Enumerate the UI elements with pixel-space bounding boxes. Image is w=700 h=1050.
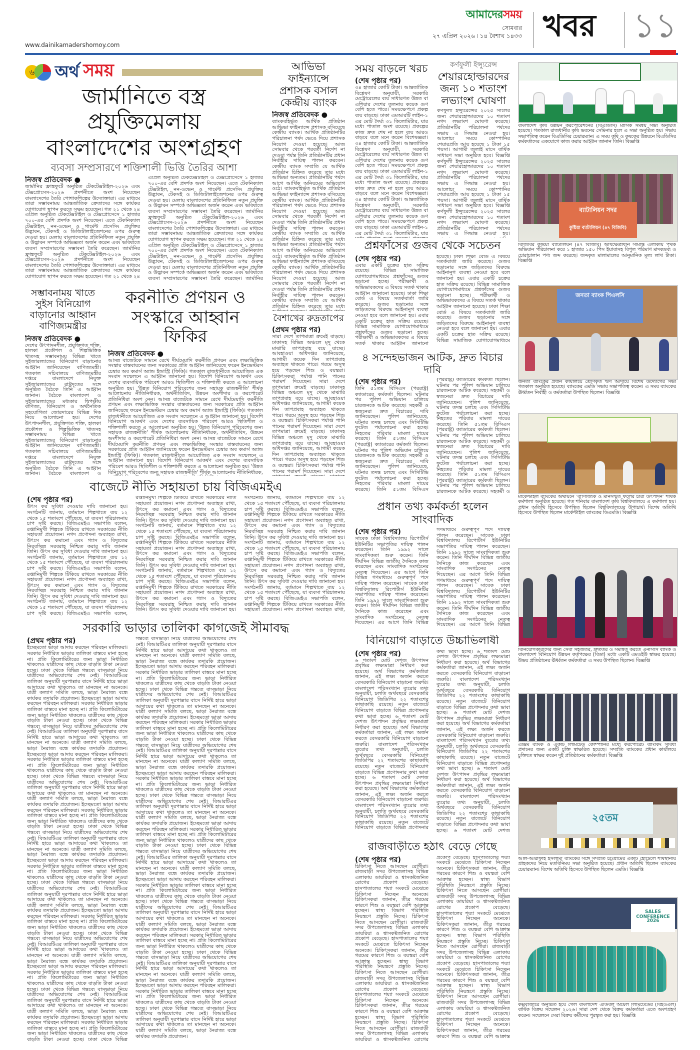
photo-person (663, 578, 673, 638)
photo-caption: এক্সিম ব্যাংক ও একটি লিমিটেড কোম্পানির মধ্যে করপোরেট ব্যাংকিং সুবিধা প্রদানের জন্য একটি চুক্তি স্বাক্ষরিত হয়েছে। সম্প্রতি ব্যাংকের প্রধান কার্যালয়ে চুক্তিতে স্বাক্ষর করেন দুই প্রতিষ্ঠানের কর্মকর্তারা। বিজ্ঞপ্তি (518, 743, 676, 759)
photo-caption: মার্কেন্টাইল ব্যাংকের অর্থায়নে 'বাণিজ্যিক ও মানসম্মত ফলের চারা উৎপাদন' শীর্ষক কর্মশালা অনুষ্ঠিত হয়েছে। গত শনিবার বাংলাদেশ কৃষি বিশ্ববিদ্যালয়ে এ কর্মশালা হয়। প্রধান অতিথি হিসেবে উপস্থিত ছিলেন বিশ্ববিদ্যালয়ের উপাচার্য। বিশেষ অতিথি হিসেবে উপস্থিত ছিলেন মার্কেন্টাইল ব্যাংকের ডিএমডি। বিজ্ঞপ্তি (518, 495, 676, 517)
bgmea-headline: বাজেটে নীতি সহায়তা চায় বিজিএমইএ (89, 480, 283, 494)
arrest-headline: ৪ সন্দেহভাজন আটক, দ্রুত বিচার দাবি (362, 352, 503, 377)
rajbari-article (355, 841, 510, 1045)
section-label-bar (122, 69, 263, 76)
cost-article (355, 63, 428, 238)
al-arafah-banner: ২৫তম (557, 802, 653, 834)
photo-person (623, 90, 635, 114)
photo-person (525, 341, 535, 371)
photo-caption: কক্সবাজারে অনুষ্ঠিত হয়ে গেল বাংলাদেশ এডিবল অয়েল লিমিটেডের (বিইওএল) বার্ষিক বিক্রয় সম্মেলন ২০২৬। সারা দেশ থেকে বিক্রয় কর্মকর্তারা এতে অংশগ্রহণ করেন। সম্মেলনে সেরা বিক্রয় কর্মীদের পুরস্কৃত করা হয়। বিজ্ঞপ্তি (518, 1003, 676, 1019)
issue-date: ২৭ এপ্রিল ২০২৬ ৷ ১৪ বৈশাখ ১৪৩৩ (432, 33, 522, 40)
info-officer-headline: প্রধান তথ্য কর্মকর্তা হলেন সাংবাদিক (376, 501, 489, 526)
workshop-banner (547, 417, 651, 443)
photo-team-group (527, 946, 667, 992)
section-pie-icon (25, 63, 51, 81)
aviva-article-body: নিজস্ব প্রতিবেদক ● ব্যাংকবহির্ভূত আর্থিক প্রতিষ্ঠান আভিভা ফাইন্যান্সে প্রশাসক বসিয়েছে কেন্দ্রীয় ব্যাংক। আর্থিক প্রতিষ্ঠানটির পরিচালনা পর্ষদ ভেঙে দিয়ে প্রশাসক নিয়োগ দেওয়া হয়েছে। আজ সোমবার থেকে পরবর্তী নির্দেশ না দেওয়া পর্যন্ত তিনি প্রতিষ্ঠানটির প্রধান নির্বাহীর দায়িত্ব পালন করবেন। কেন্দ্রীয় ব্যাংক সম্প্রতি যে আর্থিক প্রতিষ্ঠান চিহ্নিত করেছে তার মধ্যে আভিভা অন্যতম। প্রতিষ্ঠানটির পর্ষদে আগে আর্থিক অনিয়মের অভিযোগ ওঠে। ব্যাংকবহির্ভূত আর্থিক প্রতিষ্ঠান আভিভা ফাইন্যান্সে প্রশাসক বসিয়েছে কেন্দ্রীয় ব্যাংক। আর্থিক প্রতিষ্ঠানটির পরিচালনা পর্ষদ ভেঙে দিয়ে প্রশাসক নিয়োগ দেওয়া হয়েছে। আজ সোমবার থেকে পরবর্তী নির্দেশ না দেওয়া পর্যন্ত তিনি প্রতিষ্ঠানটির প্রধান নির্বাহীর দায়িত্ব পালন করবেন। কেন্দ্রীয় ব্যাংক সম্প্রতি যে আর্থিক প্রতিষ্ঠান চিহ্নিত করেছে তার মধ্যে আভিভা অন্যতম। প্রতিষ্ঠানটির পর্ষদে আগে আর্থিক অনিয়মের অভিযোগ ওঠে। ব্যাংকবহির্ভূত আর্থিক প্রতিষ্ঠান আভিভা ফাইন্যান্সে প্রশাসক বসিয়েছে কেন্দ্রীয় ব্যাংক। আর্থিক প্রতিষ্ঠানটির পরিচালনা পর্ষদ ভেঙে দিয়ে প্রশাসক নিয়োগ দেওয়া হয়েছে। আজ সোমবার থেকে পরবর্তী নির্দেশ না দেওয়া পর্যন্ত তিনি প্রতিষ্ঠানটির প্রধান নির্বাহীর দায়িত্ব পালন করবেন। কেন্দ্রীয় ব্যাংক সম্প্রতি যে আর্থিক প্রতিষ্ঠান চিহ্নিত করেছে তার মধ্যে (272, 111, 345, 310)
byline: (শেষ পৃষ্ঠার পর) (355, 649, 401, 658)
aviva-article (272, 61, 345, 311)
rajbari-headline: রাজবাড়ীতে হঠাৎ বেড়ে গেছে (368, 841, 497, 853)
byline: (প্রথম পৃষ্ঠার পর) (272, 326, 321, 335)
karnaphuli-headline: শেয়ারহোল্ডারদের জন্য ১০ শতাংশ লভ্যাংশ ঘোষণা (437, 71, 510, 108)
byline: (শেষ পৃষ্ঠার পর) (355, 378, 401, 387)
rent-article-body: (প্রথম পৃষ্ঠার পর) ইচ্ছেমতো ভাড়া আদায় করছেন পরিবহন মালিকরা। সরকার নির্ধারিত ভাড়ার তালিকা বাস্তবে মানা হচ্ছে না। প্রতি কিলোমিটারের জন্য ভাড়া নির্ধারিত থাকলেও যাত্রীদের কাছ থেকে বাড়তি টাকা নেওয়া হচ্ছে। ঢাকা থেকে বিভিন্ন গন্তব্যে বাসভাড়া নিয়ে যাত্রীদের অভিযোগের শেষ নেই। বিআরটিএর তালিকা অনুযায়ী দূরপাল্লার বাসে নির্দিষ্ট হারে ভাড়া আদায়ের কথা থাকলেও তা মানছেন না অনেকে। যাত্রী কল্যাণ সমিতি বলছে, ভাড়া নৈরাজ্য বন্ধে কার্যকর তদারকি প্রয়োজন। ইচ্ছেমতো ভাড়া আদায় করছেন পরিবহন মালিকরা। সরকার নির্ধারিত ভাড়ার তালিকা বাস্তবে মানা হচ্ছে না। প্রতি কিলোমিটারের জন্য ভাড়া নির্ধারিত থাকলেও যাত্রীদের কাছ থেকে বাড়তি টাকা নেওয়া হচ্ছে। ঢাকা থেকে বিভিন্ন গন্তব্যে বাসভাড়া নিয়ে যাত্রীদের অভিযোগের শেষ নেই। বিআরটিএর তালিকা অনুযায়ী দূরপাল্লার বাসে নির্দিষ্ট হারে ভাড়া আদায়ের কথা থাকলেও তা মানছেন না অনেকে। যাত্রী কল্যাণ সমিতি বলছে, ভাড়া নৈরাজ্য বন্ধে কার্যকর তদারকি প্রয়োজন। ইচ্ছেমতো ভাড়া আদায় করছেন পরিবহন মালিকরা। সরকার নির্ধারিত ভাড়ার তালিকা বাস্তবে মানা হচ্ছে না। প্রতি কিলোমিটারের জন্য ভাড়া নির্ধারিত থাকলেও যাত্রীদের কাছ থেকে বাড়তি টাকা নেওয়া হচ্ছে। ঢাকা থেকে বিভিন্ন গন্তব্যে বাসভাড়া নিয়ে যাত্রীদের অভিযোগের শেষ নেই। বিআরটিএর তালিকা অনুযায়ী দূরপাল্লার বাসে নির্দিষ্ট হারে ভাড়া আদায়ের কথা থাকলেও তা মানছেন না অনেকে। যাত্রী কল্যাণ সমিতি বলছে, ভাড়া নৈরাজ্য বন্ধে কার্যকর তদারকি প্রয়োজন। ইচ্ছেমতো ভাড়া আদায় করছেন পরিবহন মালিকরা। সরকার নির্ধারিত ভাড়ার তালিকা বাস্তবে মানা হচ্ছে না। প্রতি কিলোমিটারের জন্য ভাড়া নির্ধারিত থাকলেও যাত্রীদের কাছ থেকে বাড়তি টাকা নেওয়া হচ্ছে। ঢাকা থেকে বিভিন্ন গন্তব্যে বাসভাড়া নিয়ে যাত্রীদের অভিযোগের শেষ নেই। বিআরটিএর তালিকা অনুযায়ী দূরপাল্লার বাসে নির্দিষ্ট হারে ভাড়া আদায়ের কথা থাকলেও তা মানছেন না অনেকে। যাত্রী কল্যাণ সমিতি বলছে, ভাড়া নৈরাজ্য বন্ধে কার্যকর তদারকি প্রয়োজন। ইচ্ছেমতো ভাড়া আদায় করছেন পরিবহন মালিকরা। সরকার নির্ধারিত ভাড়ার তালিকা বাস্তবে মানা হচ্ছে না। প্রতি কিলোমিটারের জন্য ভাড়া নির্ধারিত থাকলেও যাত্রীদের কাছ থেকে বাড়তি টাকা নেওয়া হচ্ছে। ঢাকা থেকে বিভিন্ন গন্তব্যে বাসভাড়া নিয়ে যাত্রীদের অভিযোগের শেষ নেই। বিআরটিএর তালিকা অনুযায়ী দূরপাল্লার বাসে নির্দিষ্ট হারে ভাড়া আদায়ের কথা থাকলেও তা মানছেন না অনেকে। যাত্রী কল্যাণ সমিতি বলছে, ভাড়া নৈরাজ্য বন্ধে কার্যকর তদারকি প্রয়োজন। ইচ্ছেমতো ভাড়া আদায় করছেন পরিবহন মালিকরা। সরকার নির্ধারিত ভাড়ার তালিকা বাস্তবে মানা হচ্ছে না। প্রতি কিলোমিটারের জন্য ভাড়া নির্ধারিত থাকলেও যাত্রীদের কাছ থেকে বাড়তি টাকা নেওয়া হচ্ছে। ঢাকা থেকে বিভিন্ন গন্তব্যে বাসভাড়া নিয়ে যাত্রীদের অভিযোগের শেষ নেই। বিআরটিএর তালিকা অনুযায়ী দূরপাল্লার বাসে নির্দিষ্ট হারে ভাড়া আদায়ের কথা থাকলেও তা মানছেন না অনেকে। যাত্রী কল্যাণ সমিতি বলছে, ভাড়া নৈরাজ্য বন্ধে কার্যকর তদারকি প্রয়োজন। ইচ্ছেমতো ভাড়া আদায় করছেন পরিবহন মালিকরা। সরকার নির্ধারিত ভাড়ার তালিকা বাস্তবে মানা হচ্ছে না। প্রতি কিলোমিটারের জন্য ভাড়া নির্ধারিত থাকলেও যাত্রীদের কাছ থেকে বাড়তি টাকা নেওয়া হচ্ছে। ঢাকা থেকে বিভিন্ন গন্তব্যে বাসভাড়া নিয়ে যাত্রীদের অভিযোগের শেষ নেই। বিআরটিএর তালিকা অনুযায়ী দূরপাল্লার বাসে নির্দিষ্ট হারে ভাড়া আদায়ের কথা থাকলেও তা মানছেন না অনেকে। যাত্রী কল্যাণ সমিতি বলছে, ভাড়া নৈরাজ্য বন্ধে কার্যকর তদারকি প্রয়োজন। ইচ্ছেমতো ভাড়া আদায় করছেন পরিবহন মালিকরা। সরকার নির্ধারিত ভাড়ার তালিকা বাস্তবে মানা হচ্ছে না। প্রতি কিলোমিটারের জন্য ভাড়া নির্ধারিত থাকলেও যাত্রীদের কাছ থেকে বাড়তি টাকা নেওয়া হচ্ছে। ঢাকা থেকে বিভিন্ন গন্তব্যে বাসভাড়া নিয়ে যাত্রীদের অভিযোগের শেষ নেই। বিআরটিএর তালিকা অনুযায়ী দূরপাল্লার বাসে নির্দিষ্ট হারে ভাড়া আদায়ের কথা থাকলেও তা মানছেন না অনেকে। যাত্রী কল্যাণ সমিতি বলছে, ভাড়া নৈরাজ্য বন্ধে কার্যকর তদারকি প্রয়োজন। ইচ্ছেমতো ভাড়া আদায় করছেন পরিবহন মালিকরা। সরকার নির্ধারিত ভাড়ার তালিকা বাস্তবে মানা হচ্ছে না। প্রতি কিলোমিটারের জন্য ভাড়া নির্ধারিত থাকলেও যাত্রীদের কাছ থেকে বাড়তি টাকা নেওয়া হচ্ছে। ঢাকা থেকে বিভিন্ন গন্তব্যে বাসভাড়া নিয়ে যাত্রীদের অভিযোগের শেষ নেই। বিআরটিএর তালিকা অনুযায়ী দূরপাল্লার বাসে নির্দিষ্ট হারে ভাড়া আদায়ের কথা থাকলেও তা মানছেন না অনেকে। যাত্রী কল্যাণ সমিতি বলছে, ভাড়া নৈরাজ্য বন্ধে কার্যকর তদারকি প্রয়োজন। ইচ্ছেমতো ভাড়া আদায় করছেন পরিবহন মালিকরা। সরকার নির্ধারিত ভাড়ার তালিকা বাস্তবে মানা হচ্ছে না। প্রতি কিলোমিটারের জন্য ভাড়া নির্ধারিত থাকলেও যাত্রীদের কাছ থেকে বাড়তি টাকা নেওয়া হচ্ছে। ঢাকা থেকে বিভিন্ন গন্তব্যে বাসভাড়া নিয়ে যাত্রীদের অভিযোগের শেষ নেই। বিআরটিএর তালিকা অনুযায়ী দূরপাল্লার বাসে নির্দিষ্ট হারে ভাড়া আদায়ের কথা থাকলেও তা মানছেন না অনেকে। যাত্রী কল্যাণ সমিতি বলছে, ভাড়া নৈরাজ্য বন্ধে কার্যকর তদারকি প্রয়োজন। ইচ্ছেমতো ভাড়া আদায় করছেন পরিবহন মালিকরা। সরকার নির্ধারিত ভাড়ার তালিকা বাস্তবে মানা হচ্ছে না। প্রতি কিলোমিটারের জন্য ভাড়া নির্ধারিত থাকলেও যাত্রীদের কাছ থেকে বাড়তি টাকা নেওয়া হচ্ছে। ঢাকা থেকে বিভিন্ন গন্তব্যে বাসভাড়া নিয়ে যাত্রীদের অভিযোগের শেষ নেই। বিআরটিএর তালিকা অনুযায়ী দূরপাল্লার বাসে নির্দিষ্ট হারে ভাড়া আদায়ের কথা থাকলেও তা মানছেন না অনেকে। যাত্রী কল্যাণ সমিতি বলছে, ভাড়া নৈরাজ্য বন্ধে কার্যকর তদারকি প্রয়োজন। ইচ্ছেমতো ভাড়া আদায় করছেন পরিবহন মালিকরা। সরকার নির্ধারিত ভাড়ার তালিকা বাস্তবে মানা হচ্ছে না। প্রতি কিলোমিটারের জন্য ভাড়া নির্ধারিত থাকলেও যাত্রীদের কাছ থেকে বাড়তি টাকা নেওয়া হচ্ছে। ঢাকা থেকে বিভিন্ন গন্তব্যে বাসভাড়া নিয়ে যাত্রীদের অভিযোগের শেষ নেই। বিআরটিএর তালিকা অনুযায়ী দূরপাল্লার বাসে নির্দিষ্ট হারে ভাড়া আদায়ের কথা থাকলেও তা মানছেন না অনেকে। যাত্রী কল্যাণ সমিতি বলছে, ভাড়া নৈরাজ্য বন্ধে কার্যকর তদারকি প্রয়োজন। ইচ্ছেমতো ভাড়া আদায় করছেন পরিবহন মালিকরা। সরকার নির্ধারিত ভাড়ার তালিকা বাস্তবে মানা হচ্ছে না। প্রতি কিলোমিটারের জন্য ভাড়া নির্ধারিত থাকলেও যাত্রীদের কাছ থেকে বাড়তি টাকা নেওয়া হচ্ছে। ঢাকা থেকে বিভিন্ন গন্তব্যে বাসভাড়া নিয়ে যাত্রীদের অভিযোগের শেষ নেই। বিআরটিএর তালিকা অনুযায়ী দূরপাল্লার বাসে নির্দিষ্ট হারে ভাড়া আদায়ের কথা থাকলেও তা মানছেন না অনেকে। যাত্রী কল্যাণ সমিতি বলছে, ভাড়া নৈরাজ্য বন্ধে কার্যকর তদারকি প্রয়োজন। ইচ্ছেমতো ভাড়া আদায় করছেন পরিবহন মালিকরা। সরকার নির্ধারিত ভাড়ার তালিকা বাস্তবে মানা হচ্ছে না। প্রতি কিলোমিটারের জন্য ভাড়া নির্ধারিত থাকলেও যাত্রীদের কাছ থেকে বাড়তি টাকা নেওয়া হচ্ছে। ঢাকা থেকে বিভিন্ন গন্তব্যে বাসভাড়া নিয়ে যাত্রীদের অভিযোগের শেষ নেই। বিআরটিএর তালিকা অনুযায়ী দূরপাল্লার বাসে নির্দিষ্ট হারে ভাড়া আদায়ের কথা থাকলেও তা মানছেন না অনেকে। যাত্রী কল্যাণ সমিতি বলছে, ভাড়া নৈরাজ্য বন্ধে কার্যকর তদারকি প্রয়োজন। ইচ্ছেমতো ভাড়া আদায় করছেন পরিবহন মালিকরা। সরকার নির্ধারিত ভাড়ার তালিকা বাস্তবে মানা হচ্ছে না। প্রতি কিলোমিটারের জন্য ভাড়া নির্ধারিত থাকলেও যাত্রীদের কাছ থেকে বাড়তি টাকা নেওয়া হচ্ছে। ঢাকা থেকে বিভিন্ন গন্তব্যে বাসভাড়া নিয়ে যাত্রীদের অভিযোগের শেষ নেই। বিআরটিএর তালিকা অনুযায়ী দূরপাল্লার বাসে নির্দিষ্ট হারে ভাড়া আদায়ের কথা থাকলেও তা মানছেন না অনেকে। যাত্রী কল্যাণ সমিতি বলছে, ভাড়া নৈরাজ্য বন্ধে কার্যকর তদারকি প্রয়োজন। (27, 637, 237, 1043)
photo-person (653, 93, 663, 114)
leak-headline: প্রশ্নফাঁসের গুজব থেকে সচেতন (364, 240, 501, 252)
section-label-artha: অর্থ (55, 61, 80, 81)
byline: নিজস্ব প্রতিবেদক ● (25, 176, 81, 185)
photo-guests-row (541, 838, 675, 848)
photo-person (617, 570, 627, 638)
header-vertical-divider (533, 12, 534, 48)
header-vertical-divider (624, 12, 625, 48)
heat-article (272, 314, 345, 476)
photo-exim-group (518, 693, 678, 742)
photo-person (595, 461, 605, 485)
photo-person (643, 576, 653, 638)
swiss-article-body: নিজস্ব প্রতিবেদক ● দেশের উৎপাদনশীল, প্রযুক্তিগত শক্তি, হালকা প্রকৌশল ও শিল্পভিত্তিক খাতসহ সম্ভাবনাময় বিভিন্ন খাতে সুইজারল্যান্ডের বিনিয়োগ বাড়ানোর আহ্বান জানিয়েছেন বাণিজ্যমন্ত্রী। গতকাল সচিবালয়ে বাণিজ্যমন্ত্রীর দপ্তরে বাংলাদেশে নিযুক্ত সুইজারল্যান্ডের রাষ্ট্রদূতের সঙ্গে অনুষ্ঠিত বৈঠকে তিনি এ আহ্বান জানান। বৈঠকে বাংলাদেশ ও সুইজারল্যান্ডের মধ্যকার দ্বিপক্ষীয় বাণিজ্য, বিনিয়োগ ও অর্থনৈতিক সহযোগিতা জোরদারের বিভিন্ন দিক নিয়ে আলোচনা হয়। দেশের উৎপাদনশীল, প্রযুক্তিগত শক্তি, হালকা প্রকৌশল ও শিল্পভিত্তিক খাতসহ সম্ভাবনাময় বিভিন্ন খাতে সুইজারল্যান্ডের বিনিয়োগ বাড়ানোর আহ্বান জানিয়েছেন বাণিজ্যমন্ত্রী। গতকাল সচিবালয়ে বাণিজ্যমন্ত্রীর দপ্তরে বাংলাদেশে নিযুক্ত সুইজারল্যান্ডের রাষ্ট্রদূতের সঙ্গে অনুষ্ঠিত বৈঠকে তিনি এ আহ্বান জানান। বৈঠকে বাংলাদেশ ও (25, 334, 101, 476)
tax-article-body: নিজস্ব প্রতিবেদক ● আসন্ন বাজেটকে সামনে রেখে দীর্ঘমেয়াদি করনীতি প্রণয়ন এবং লক্ষ্যভিত্তিক সংস্কার বাস্তবায়নের জন্য সরকারের প্রতি আহ্বান জানিয়েছে ফরেন ইনভেস্টরস চেম্বার অব কমার্স অ্যান্ড ইন্ডাস্ট্রি (ফিকি)। গতকাল রাজধানীতে আয়োজিত এক সংবাদ সম্মেলনে এ আহ্বান জানানো হয়। বিদেশি বিনিয়োগ আকর্ষণ এবং দেশের ব্যবসায়িক পরিবেশ আরও স্থিতিশীল ও শক্তিশালী করতে এ আলোচনা অনুষ্ঠিত হয়। 'উন্নত বিনিয়োগ পরিবেশের জন্য সহায়ক রাজস্বনীতি' শীর্ষক আলোচনায় নীতিনির্ধারক, অর্থনীতিবিদ, উন্নয়ন অংশীদার ও করপোরেট প্রতিনিধিরা অংশ নেন। আসন্ন বাজেটকে সামনে রেখে দীর্ঘমেয়াদি করনীতি প্রণয়ন এবং লক্ষ্যভিত্তিক সংস্কার বাস্তবায়নের জন্য সরকারের প্রতি আহ্বান জানিয়েছে ফরেন ইনভেস্টরস চেম্বার অব কমার্স অ্যান্ড ইন্ডাস্ট্রি (ফিকি)। গতকাল রাজধানীতে আয়োজিত এক সংবাদ সম্মেলনে এ আহ্বান জানানো হয়। বিদেশি বিনিয়োগ আকর্ষণ এবং দেশের ব্যবসায়িক পরিবেশ আরও স্থিতিশীল ও শক্তিশালী করতে এ আলোচনা অনুষ্ঠিত হয়। 'উন্নত বিনিয়োগ পরিবেশের জন্য সহায়ক রাজস্বনীতি' শীর্ষক আলোচনায় নীতিনির্ধারক, অর্থনীতিবিদ, উন্নয়ন অংশীদার ও করপোরেট প্রতিনিধিরা অংশ নেন। আসন্ন বাজেটকে সামনে রেখে দীর্ঘমেয়াদি করনীতি প্রণয়ন এবং লক্ষ্যভিত্তিক সংস্কার বাস্তবায়নের জন্য সরকারের প্রতি আহ্বান জানিয়েছে ফরেন ইনভেস্টরস চেম্বার অব কমার্স অ্যান্ড ইন্ডাস্ট্রি (ফিকি)। গতকাল রাজধানীতে আয়োজিত এক সংবাদ সম্মেলনে এ আহ্বান জানানো হয়। বিদেশি বিনিয়োগ আকর্ষণ এবং দেশের ব্যবসায়িক পরিবেশ আরও স্থিতিশীল ও শক্তিশালী করতে এ আলোচনা অনুষ্ঠিত হয়। 'উন্নত বিনিয়োগ পরিবেশের জন্য সহায়ক রাজস্বনীতি' শীর্ষক আলোচনায় নীতিনির্ধারক, (108, 349, 263, 476)
header-red-accent (650, 50, 676, 55)
photo-person (659, 339, 669, 371)
photo-person (623, 461, 633, 485)
info-officer-article (355, 501, 510, 631)
photo-person (563, 92, 573, 114)
byline: (শেষ পৃষ্ঠার পর) (355, 528, 401, 537)
byline: নিজস্ব প্রতিবেদক ● (25, 334, 81, 343)
photo-caption: বিজিবির কুষ্টিয়া ব্যাটালিয়ন (৪৭ বিজিবি) অধিক্ষেত্রাধীন সীমান্ত এলাকায় পৃথক অভিযান পরিচালনা করে ১ হাজার ১৫০ পিস ইয়াবাসহ বিপুল পরিমাণ মাদকদ্রব্য ও চোরাচালান পণ্য জব্দ করেছে। জব্দকৃত মালামালের আনুমানিক মূল্য লাখ টাকা। বিজ্ঞপ্তি (518, 243, 676, 265)
lead-article (25, 85, 263, 285)
photo-person (523, 578, 533, 638)
photo-caption: জনতা ব্যাংকের প্রধান কার্যালয়ে শ্রেণিকৃত ঋণ আদায়ে বিশেষ উদ্যোগের সভা গতকাল অনুষ্ঠিত হয়েছে। ব্যাংকের এমডি সভায় সভাপতিত্ব করেন। এ সময় ব্যাংকের ঊর্ধ্বতন নির্বাহী ও কর্মকর্তারা উপস্থিত ছিলেন। বিজ্ঞপ্তি (518, 380, 676, 396)
page-number: ১১ (633, 6, 678, 46)
heat-article-body: (প্রথম পৃষ্ঠার পর) সারা দেশে তাপমাত্রা ক্রমেই বাড়ছে। ঢাকাসহ বিভিন্ন অঞ্চলে মৃদু থেকে মাঝারি তাপপ্রবাহ বয়ে যাচ্ছে। আবহাওয়া অধিদপ্তর জানিয়েছে, আগামী কয়েক দিন তাপপ্রবাহ অব্যাহত থাকতে পারে। গরমে অসুস্থ হয়ে পড়ছেন শিশু ও বয়স্করা। চিকিৎসকরা পর্যাপ্ত পানি পানের পরামর্শ দিয়েছেন। সারা দেশে তাপমাত্রা ক্রমেই বাড়ছে। ঢাকাসহ বিভিন্ন অঞ্চলে মৃদু থেকে মাঝারি তাপপ্রবাহ বয়ে যাচ্ছে। আবহাওয়া অধিদপ্তর জানিয়েছে, আগামী কয়েক দিন তাপপ্রবাহ অব্যাহত থাকতে পারে। গরমে অসুস্থ হয়ে পড়ছেন শিশু ও বয়স্করা। চিকিৎসকরা পর্যাপ্ত পানি পানের পরামর্শ দিয়েছেন। সারা দেশে তাপমাত্রা ক্রমেই বাড়ছে। ঢাকাসহ বিভিন্ন অঞ্চলে মৃদু থেকে মাঝারি তাপপ্রবাহ বয়ে যাচ্ছে। আবহাওয়া অধিদপ্তর জানিয়েছে, আগামী কয়েক দিন তাপপ্রবাহ অব্যাহত থাকতে পারে। গরমে অসুস্থ হয়ে পড়ছেন শিশু ও বয়স্করা। চিকিৎসকরা পর্যাপ্ত পানি পানের পরামর্শ দিয়েছেন। সারা দেশে (272, 326, 345, 475)
photo-person (655, 463, 665, 485)
photo-caption: আল-আরাফাহ ইসলামী ব্যাংকের সঙ্গে সম্প্রতি চট্টগ্রামের একটি হোটেলে শীর্ষস্থানীয় গ্রাহকদের নিয়ে মতবিনিময় সভা অনুষ্ঠিত হয়েছে। প্রধান অতিথি ছিলেন ব্যাংকের চেয়ারম্যান। বিশেষ অতিথি হিসেবে উপস্থিত ছিলেন এমডি। বিজ্ঞপ্তি (518, 857, 676, 873)
invest-headline: বিনিয়োগ বাড়াতে উচ্চাভিলাষী (366, 635, 499, 647)
leak-article-body: (শেষ পৃষ্ঠার পর) এবার একটি চক্রের হাত সক্রিয় রয়েছে। বিভিন্ন সামাজিক যোগাযোগমাধ্যমে প্রশ্নফাঁসের গুজব ছড়ানো হচ্ছে। পরীক্ষার্থী ও অভিভাবকদের এ বিষয়ে সতর্ক থাকার আহ্বান জানানো হয়েছে। ঢাকা শিক্ষা বোর্ড এ বিষয়ে সতর্কবার্তা জারি করেছে। গুজব ছড়ানোর সঙ্গে জড়িতদের বিরুদ্ধে আইনানুগ ব্যবস্থা নেওয়া হবে বলে জানানো হয়। এবার একটি চক্রের হাত সক্রিয় রয়েছে। বিভিন্ন সামাজিক যোগাযোগমাধ্যমে প্রশ্নফাঁসের গুজব ছড়ানো হচ্ছে। পরীক্ষার্থী ও অভিভাবকদের এ বিষয়ে সতর্ক থাকার আহ্বান জানানো হয়েছে। ঢাকা শিক্ষা বোর্ড এ বিষয়ে সতর্কবার্তা জারি করেছে। গুজব ছড়ানোর সঙ্গে জড়িতদের বিরুদ্ধে আইনানুগ ব্যবস্থা নেওয়া হবে বলে জানানো হয়। এবার একটি চক্রের হাত সক্রিয় রয়েছে। বিভিন্ন সামাজিক যোগাযোগমাধ্যমে প্রশ্নফাঁসের গুজব ছড়ানো হচ্ছে। পরীক্ষার্থী ও অভিভাবকদের এ বিষয়ে সতর্ক থাকার আহ্বান জানানো হয়েছে। ঢাকা শিক্ষা বোর্ড এ বিষয়ে সতর্কবার্তা জারি করেছে। গুজব ছড়ানোর সঙ্গে জড়িতদের বিরুদ্ধে আইনানুগ ব্যবস্থা নেওয়া হবে বলে জানানো হয়। এবার একটি চক্রের হাত সক্রিয় রয়েছে। বিভিন্ন সামাজিক যোগাযোগমাধ্যমে (355, 254, 510, 347)
photo-sales-conference (518, 897, 678, 1002)
photo-person (595, 572, 605, 638)
byline: (প্রথম পৃষ্ঠার পর) (27, 637, 76, 646)
bgmea-article (27, 480, 345, 618)
aviva-headline: আভিভা ফাইন্যান্সে প্রশাসক বসাল কেন্দ্রীয় ব্যাংক (279, 61, 338, 110)
arrest-article-body: (শেষ পৃষ্ঠার পর) তিনি ৫১তম বিসিএস (পররাষ্ট্র) ক্যাডারের কর্মকর্তা ছিলেন। ঘটনার পর পুলিশ অভিযান চালিয়ে চারজনকে আটক করেছে। সহকর্মী ও স্বজনেরা দ্রুত বিচারের দাবি জানিয়েছেন। পুলিশ জানিয়েছে, ঘটনার তদন্ত চলছে এবং সিসিটিভি ফুটেজ পর্যালোচনা করা হচ্ছে। নিহতের পরিবার মামলা দায়ের করেছে। তিনি ৫১তম বিসিএস (পররাষ্ট্র) ক্যাডারের কর্মকর্তা ছিলেন। ঘটনার পর পুলিশ অভিযান চালিয়ে চারজনকে আটক করেছে। সহকর্মী ও স্বজনেরা দ্রুত বিচারের দাবি জানিয়েছেন। পুলিশ জানিয়েছে, ঘটনার তদন্ত চলছে এবং সিসিটিভি ফুটেজ পর্যালোচনা করা হচ্ছে। নিহতের পরিবার মামলা দায়ের করেছে। তিনি ৫১তম বিসিএস (পররাষ্ট্র) ক্যাডারের কর্মকর্তা ছিলেন। ঘটনার পর পুলিশ অভিযান চালিয়ে চারজনকে আটক করেছে। সহকর্মী ও স্বজনেরা দ্রুত বিচারের দাবি জানিয়েছেন। পুলিশ জানিয়েছে, ঘটনার তদন্ত চলছে এবং সিসিটিভি ফুটেজ পর্যালোচনা করা হচ্ছে। নিহতের পরিবার মামলা দায়ের করেছে। তিনি ৫১তম বিসিএস (পররাষ্ট্র) ক্যাডারের কর্মকর্তা ছিলেন। ঘটনার পর পুলিশ অভিযান চালিয়ে চারজনকে আটক করেছে। সহকর্মী ও স্বজনেরা দ্রুত বিচারের দাবি জানিয়েছেন। পুলিশ জানিয়েছে, ঘটনার তদন্ত চলছে এবং সিসিটিভি ফুটেজ পর্যালোচনা করা হচ্ছে। নিহতের পরিবার মামলা দায়ের করেছে। তিনি ৫১তম বিসিএস (পররাষ্ট্র) ক্যাডারের কর্মকর্তা ছিলেন। ঘটনার পর পুলিশ অভিযান চালিয়ে চারজনকে আটক করেছে। সহকর্মী ও (355, 378, 510, 495)
header-divider (25, 53, 678, 55)
photo-caption: বাংলাদেশ কৃষি উন্নয়ন করপোরেশনের (বিএডিসি) মাসিক সমন্বয় সভা অনুষ্ঠিত হয়েছে। গতকাল রাজধানীর কৃষি ভবনের সেমিনার হলে এ সভা অনুষ্ঠিত হয়। সভায় সভাপতিত্ব করেন বিএডিসির চেয়ারম্যান। এ সময় কৃষি ও কৃষকের উন্নয়নে বিএডিসির কর্মকর্তাদের একযোগে কাজ করার আহ্বান জানান তিনি। বিজ্ঞপ্তি (518, 124, 676, 146)
photo-person (533, 92, 545, 114)
svg-text:৬: ৬ (29, 68, 35, 77)
swiss-article (25, 289, 101, 476)
masthead (380, 8, 522, 41)
photo-person (527, 463, 537, 485)
photo-ncc-bida-signing (518, 548, 678, 647)
lead-article-body: নিজস্ব প্রতিবেদক ● জার্মানির ফ্রাঙ্কফুর্টে অনুষ্ঠিত টেকটেক্সটাইল-২০২৬ এবং টেক্সপ্রোসেস-২০২৬ প্রদর্শনীতে অংশ নিয়েছেন বাংলাদেশের তৈরি পোশাকশিল্পের উদ্যোক্তারা। এর মাধ্যমে তারা সম্ভাবনাময় আন্তর্জাতিক ক্রেতাদের সঙ্গে কার্যকর যোগাযোগ স্থাপন করতে সক্ষম হয়েছেন। গত ২১ থেকে ২৪ এপ্রিল অনুষ্ঠিত টেকটেক্সটাইল ও টেক্সপ্রোসেসে ১ হাজার ৭০০-এর বেশি প্রদর্শক অংশ নিয়েছেন। এতে টেকনিক্যাল টেক্সটাইল, নন-ওভেন ও গার্মেন্ট প্রসেসিং প্রযুক্তির উদ্ভাবন, টেকসই ও ডিজিটালাইজেশনের ওপর গুরুত্ব দেওয়া হয়। মেলায় বাংলাদেশের প্রতিনিধিদল নতুন প্রযুক্তি ও উদ্ভাবন সম্পর্কে অভিজ্ঞতা অর্জন করেন এবং ভবিষ্যতে ব্যবসা সম্প্রসারণের সম্ভাবনা তৈরি করেছেন। জার্মানির ফ্রাঙ্কফুর্টে অনুষ্ঠিত টেকটেক্সটাইল-২০২৬ এবং টেক্সপ্রোসেস-২০২৬ প্রদর্শনীতে অংশ নিয়েছেন বাংলাদেশের তৈরি পোশাকশিল্পের উদ্যোক্তারা। এর মাধ্যমে তারা সম্ভাবনাময় আন্তর্জাতিক ক্রেতাদের সঙ্গে কার্যকর যোগাযোগ স্থাপন করতে সক্ষম হয়েছেন। গত ২১ থেকে ২৪ এপ্রিল অনুষ্ঠিত টেকটেক্সটাইল ও টেক্সপ্রোসেসে ১ হাজার ৭০০-এর বেশি প্রদর্শক অংশ নিয়েছেন। এতে টেকনিক্যাল টেক্সটাইল, নন-ওভেন ও গার্মেন্ট প্রসেসিং প্রযুক্তির উদ্ভাবন, টেকসই ও ডিজিটালাইজেশনের ওপর গুরুত্ব দেওয়া হয়। মেলায় বাংলাদেশের প্রতিনিধিদল নতুন প্রযুক্তি ও উদ্ভাবন সম্পর্কে অভিজ্ঞতা অর্জন করেন এবং ভবিষ্যতে ব্যবসা সম্প্রসারণের সম্ভাবনা তৈরি করেছেন। জার্মানির ফ্রাঙ্কফুর্টে অনুষ্ঠিত টেকটেক্সটাইল-২০২৬ এবং টেক্সপ্রোসেস-২০২৬ প্রদর্শনীতে অংশ নিয়েছেন বাংলাদেশের তৈরি পোশাকশিল্পের উদ্যোক্তারা। এর মাধ্যমে তারা সম্ভাবনাময় আন্তর্জাতিক ক্রেতাদের সঙ্গে কার্যকর যোগাযোগ স্থাপন করতে সক্ষম হয়েছেন। গত ২১ থেকে ২৪ এপ্রিল অনুষ্ঠিত টেকটেক্সটাইল ও টেক্সপ্রোসেসে ১ হাজার ৭০০-এর বেশি প্রদর্শক অংশ নিয়েছেন। এতে টেকনিক্যাল টেক্সটাইল, নন-ওভেন ও গার্মেন্ট প্রসেসিং প্রযুক্তির উদ্ভাবন, টেকসই ও ডিজিটালাইজেশনের ওপর গুরুত্ব দেওয়া হয়। মেলায় বাংলাদেশের প্রতিনিধিদল নতুন প্রযুক্তি ও উদ্ভাবন সম্পর্কে অভিজ্ঞতা অর্জন করেন এবং ভবিষ্যতে ব্যবসা সম্প্রসারণের সম্ভাবনা তৈরি করেছেন। জার্মানির (25, 176, 263, 283)
tax-headline: করনীতি প্রণয়ন ও সংস্কারে আহ্বান ফিকির (125, 289, 246, 348)
photo-person (595, 88, 607, 114)
arrest-article (355, 352, 510, 497)
rent-headline: সরকারি ভাড়ার তালিকা কাগজেই সীমাবদ্ধ (82, 621, 290, 635)
karnaphuli-article (437, 61, 510, 238)
byline: (শেষ পৃষ্ঠার পর) (355, 254, 401, 263)
heat-headline: বৈশাখের রুদ্রতাপের (273, 314, 344, 324)
photo-person (547, 574, 557, 638)
photo-bgb-soldiers (518, 155, 678, 242)
photo-badc-meeting (518, 62, 678, 123)
byline: নিজস্ব প্রতিবেদক ● (272, 111, 328, 120)
byline: নিজস্ব প্রতিবেদক ● (108, 349, 164, 358)
section-label (25, 60, 263, 84)
janata-bank-banner: জনতা ব্যাংক পিএলসি (557, 289, 643, 323)
invest-article-body: (শেষ পৃষ্ঠার পর) ৬ শতাংশ মোট দেশজ উৎপাদন প্রবৃদ্ধির লক্ষ্যমাত্রা নির্ধারণ করা হয়েছে। অর্থ বিভাগের কর্মকর্তারা জানান, এই লক্ষ্য অর্জন করতে বেসরকারি বিনিয়োগ বাড়ানো জরুরি। বাংলাদেশ পরিসংখ্যান ব্যুরোর তথ্য অনুযায়ী, চলতি অর্থবছরে বেসরকারি বিনিয়োগ জিডিপির ২২ শতাংশের কাছাকাছি রয়েছে। নতুন বাজেটে বিনিয়োগ বাড়াতে বিভিন্ন প্রণোদনার কথা ভাবা হচ্ছে। ৬ শতাংশ মোট দেশজ উৎপাদন প্রবৃদ্ধির লক্ষ্যমাত্রা নির্ধারণ করা হয়েছে। অর্থ বিভাগের কর্মকর্তারা জানান, এই লক্ষ্য অর্জন করতে বেসরকারি বিনিয়োগ বাড়ানো জরুরি। বাংলাদেশ পরিসংখ্যান ব্যুরোর তথ্য অনুযায়ী, চলতি অর্থবছরে বেসরকারি বিনিয়োগ জিডিপির ২২ শতাংশের কাছাকাছি রয়েছে। নতুন বাজেটে বিনিয়োগ বাড়াতে বিভিন্ন প্রণোদনার কথা ভাবা হচ্ছে। ৬ শতাংশ মোট দেশজ উৎপাদন প্রবৃদ্ধির লক্ষ্যমাত্রা নির্ধারণ করা হয়েছে। অর্থ বিভাগের কর্মকর্তারা জানান, এই লক্ষ্য অর্জন করতে বেসরকারি বিনিয়োগ বাড়ানো জরুরি। বাংলাদেশ পরিসংখ্যান ব্যুরোর তথ্য অনুযায়ী, চলতি অর্থবছরে বেসরকারি বিনিয়োগ জিডিপির ২২ শতাংশের কাছাকাছি রয়েছে। নতুন বাজেটে বিনিয়োগ বাড়াতে বিভিন্ন প্রণোদনার কথা ভাবা হচ্ছে। ৬ শতাংশ মোট দেশজ উৎপাদন প্রবৃদ্ধির লক্ষ্যমাত্রা নির্ধারণ করা হয়েছে। অর্থ বিভাগের কর্মকর্তারা জানান, এই লক্ষ্য অর্জন করতে বেসরকারি বিনিয়োগ বাড়ানো জরুরি। বাংলাদেশ পরিসংখ্যান ব্যুরোর তথ্য অনুযায়ী, চলতি অর্থবছরে বেসরকারি বিনিয়োগ জিডিপির ২২ শতাংশের কাছাকাছি রয়েছে। নতুন বাজেটে বিনিয়োগ বাড়াতে বিভিন্ন প্রণোদনার কথা ভাবা হচ্ছে। ৬ শতাংশ মোট দেশজ উৎপাদন প্রবৃদ্ধির লক্ষ্যমাত্রা নির্ধারণ করা হয়েছে। অর্থ বিভাগের কর্মকর্তারা জানান, এই লক্ষ্য অর্জন করতে বেসরকারি বিনিয়োগ বাড়ানো জরুরি। বাংলাদেশ পরিসংখ্যান ব্যুরোর তথ্য অনুযায়ী, চলতি অর্থবছরে বেসরকারি বিনিয়োগ জিডিপির ২২ শতাংশের কাছাকাছি রয়েছে। নতুন বাজেটে বিনিয়োগ বাড়াতে বিভিন্ন প্রণোদনার কথা ভাবা হচ্ছে। ৬ শতাংশ মোট দেশজ উৎপাদন প্রবৃদ্ধির লক্ষ্যমাত্রা নির্ধারণ করা হয়েছে। অর্থ বিভাগের কর্মকর্তারা জানান, এই লক্ষ্য অর্জন করতে বেসরকারি বিনিয়োগ বাড়ানো জরুরি। বাংলাদেশ পরিসংখ্যান ব্যুরোর তথ্য অনুযায়ী, চলতি অর্থবছরে বেসরকারি বিনিয়োগ জিডিপির ২২ শতাংশের কাছাকাছি রয়েছে। নতুন বাজেটে বিনিয়োগ বাড়াতে বিভিন্ন প্রণোদনার কথা ভাবা হচ্ছে। ৬ শতাংশ মোট দেশজ (355, 649, 510, 834)
photo-al-arafah-meeting (518, 787, 678, 855)
info-officer-article-body: (শেষ পৃষ্ঠার পর) সাবেক ঢাকা বিশ্ববিদ্যালয় রিপোর্টার্স ইউনিটির সভাপতির দায়িত্ব পালন করেছেন। তিনি ১৯৯২ সালে সাংবাদিকতা শুরু করেন। তিনি দীর্ঘদিন বিভিন্ন জাতীয় দৈনিকে কাজ করেছেন এবং সাংবাদিক সংগঠনের নেতৃত্ব দিয়েছেন। এর আগে তিনি বিভিন্ন গণমাধ্যমে গুরুত্বপূর্ণ পদে দায়িত্ব পালন করেছেন। সাবেক ঢাকা বিশ্ববিদ্যালয় রিপোর্টার্স ইউনিটির সভাপতির দায়িত্ব পালন করেছেন। তিনি ১৯৯২ সালে সাংবাদিকতা শুরু করেন। তিনি দীর্ঘদিন বিভিন্ন জাতীয় দৈনিকে কাজ করেছেন এবং সাংবাদিক সংগঠনের নেতৃত্ব দিয়েছেন। এর আগে তিনি বিভিন্ন গণমাধ্যমে গুরুত্বপূর্ণ পদে দায়িত্ব পালন করেছেন। সাবেক ঢাকা বিশ্ববিদ্যালয় রিপোর্টার্স ইউনিটির সভাপতির দায়িত্ব পালন করেছেন। তিনি ১৯৯২ সালে সাংবাদিকতা শুরু করেন। তিনি দীর্ঘদিন বিভিন্ন জাতীয় দৈনিকে কাজ করেছেন এবং সাংবাদিক সংগঠনের নেতৃত্ব দিয়েছেন। এর আগে তিনি বিভিন্ন গণমাধ্যমে গুরুত্বপূর্ণ পদে দায়িত্ব পালন করেছেন। সাবেক ঢাকা বিশ্ববিদ্যালয় রিপোর্টার্স ইউনিটির সভাপতির দায়িত্ব পালন করেছেন। তিনি ১৯৯২ সালে সাংবাদিকতা শুরু করেন। তিনি দীর্ঘদিন বিভিন্ন জাতীয় দৈনিকে কাজ করেছেন এবং সাংবাদিক সংগঠনের নেতৃত্ব দিয়েছেন। এর আগে তিনি বিভিন্ন (355, 528, 510, 629)
tax-article (108, 289, 263, 476)
photo-caption: বিনিয়োগকারীদের জন্য সেবা সহজতর, দ্রুততর ও সমন্বিত করতে এনসিসি ব্যাংক ও বাংলাদেশ বিনিয়োগ উন্নয়ন কর্তৃপক্ষের (বিডা) মধ্যে একটি এমওইউ স্বাক্ষর হয়েছে। উভয় প্রতিষ্ঠানের ঊর্ধ্বতন কর্মকর্তারা এ সময় উপস্থিত ছিলেন। বিজ্ঞপ্তি (518, 648, 676, 664)
website-url: www.dainikamadershomoy.com (25, 42, 120, 49)
section-name: খবর (543, 9, 596, 44)
photo-person (591, 333, 601, 371)
invest-article (355, 635, 510, 837)
byline: (শেষ পৃষ্ঠার পর) (355, 855, 401, 864)
bgmea-article-body: (শেষ পৃষ্ঠার পর) উৎস কর সুবিধা দেওয়ার দাবি জানানো হয়। সংগঠনটি জানায়, বর্তমানে শিল্পখাতে ব্যয় ১২ থেকে ১৫ শতাংশে পৌঁছেছে, যা ব্যবসা পরিচালনায় চাপ সৃষ্টি করছে। বিজিএমইএ সভাপতি বলেন, রপ্তানিমুখী শিল্পকে টিকিয়ে রাখতে সরকারের নীতি সহায়তা প্রয়োজন। নগদ প্রণোদনা অব্যাহত রাখা, উৎসে কর কমানো এবং গ্যাস ও বিদ্যুতের নিরবচ্ছিন্ন সরবরাহ নিশ্চিত করার দাবি জানান তিনি। উৎস কর সুবিধা দেওয়ার দাবি জানানো হয়। সংগঠনটি জানায়, বর্তমানে শিল্পখাতে ব্যয় ১২ থেকে ১৫ শতাংশে পৌঁছেছে, যা ব্যবসা পরিচালনায় চাপ সৃষ্টি করছে। বিজিএমইএ সভাপতি বলেন, রপ্তানিমুখী শিল্পকে টিকিয়ে রাখতে সরকারের নীতি সহায়তা প্রয়োজন। নগদ প্রণোদনা অব্যাহত রাখা, উৎসে কর কমানো এবং গ্যাস ও বিদ্যুতের নিরবচ্ছিন্ন সরবরাহ নিশ্চিত করার দাবি জানান তিনি। উৎস কর সুবিধা দেওয়ার দাবি জানানো হয়। সংগঠনটি জানায়, বর্তমানে শিল্পখাতে ব্যয় ১২ থেকে ১৫ শতাংশে পৌঁছেছে, যা ব্যবসা পরিচালনায় চাপ সৃষ্টি করছে। বিজিএমইএ সভাপতি বলেন, রপ্তানিমুখী শিল্পকে টিকিয়ে রাখতে সরকারের নীতি সহায়তা প্রয়োজন। নগদ প্রণোদনা অব্যাহত রাখা, উৎসে কর কমানো এবং গ্যাস ও বিদ্যুতের নিরবচ্ছিন্ন সরবরাহ নিশ্চিত করার দাবি জানান তিনি। উৎস কর সুবিধা দেওয়ার দাবি জানানো হয়। সংগঠনটি জানায়, বর্তমানে শিল্পখাতে ব্যয় ১২ থেকে ১৫ শতাংশে পৌঁছেছে, যা ব্যবসা পরিচালনায় চাপ সৃষ্টি করছে। বিজিএমইএ সভাপতি বলেন, রপ্তানিমুখী শিল্পকে টিকিয়ে রাখতে সরকারের নীতি সহায়তা প্রয়োজন। নগদ প্রণোদনা অব্যাহত রাখা, উৎসে কর কমানো এবং গ্যাস ও বিদ্যুতের নিরবচ্ছিন্ন সরবরাহ নিশ্চিত করার দাবি জানান তিনি। উৎস কর সুবিধা দেওয়ার দাবি জানানো হয়। সংগঠনটি জানায়, বর্তমানে শিল্পখাতে ব্যয় ১২ থেকে ১৫ শতাংশে পৌঁছেছে, যা ব্যবসা পরিচালনায় চাপ সৃষ্টি করছে। বিজিএমইএ সভাপতি বলেন, রপ্তানিমুখী শিল্পকে টিকিয়ে রাখতে সরকারের নীতি সহায়তা প্রয়োজন। নগদ প্রণোদনা অব্যাহত রাখা, উৎসে কর কমানো এবং গ্যাস ও বিদ্যুতের নিরবচ্ছিন্ন সরবরাহ নিশ্চিত করার দাবি জানান তিনি। উৎস কর সুবিধা দেওয়ার দাবি জানানো হয়। সংগঠনটি জানায়, বর্তমানে শিল্পখাতে ব্যয় ১২ থেকে ১৫ শতাংশে পৌঁছেছে, যা ব্যবসা পরিচালনায় চাপ সৃষ্টি করছে। বিজিএমইএ সভাপতি বলেন, রপ্তানিমুখী শিল্পকে টিকিয়ে রাখতে সরকারের নীতি সহায়তা প্রয়োজন। নগদ প্রণোদনা অব্যাহত রাখা, উৎসে কর কমানো এবং গ্যাস ও বিদ্যুতের নিরবচ্ছিন্ন সরবরাহ নিশ্চিত করার দাবি জানান তিনি। উৎস কর সুবিধা দেওয়ার দাবি জানানো হয়। সংগঠনটি জানায়, বর্তমানে শিল্পখাতে ব্যয় ১২ থেকে ১৫ শতাংশে পৌঁছেছে, যা ব্যবসা পরিচালনায় চাপ সৃষ্টি করছে। বিজিএমইএ সভাপতি বলেন, রপ্তানিমুখী শিল্পকে টিকিয়ে রাখতে সরকারের নীতি সহায়তা প্রয়োজন। নগদ প্রণোদনা অব্যাহত রাখা, উৎসে কর কমানো এবং গ্যাস ও বিদ্যুতের নিরবচ্ছিন্ন সরবরাহ নিশ্চিত করার দাবি জানান তিনি। উৎস কর সুবিধা দেওয়ার দাবি জানানো হয়। সংগঠনটি জানায়, বর্তমানে শিল্পখাতে ব্যয় ১২ থেকে ১৫ শতাংশে পৌঁছেছে, যা ব্যবসা পরিচালনায় চাপ সৃষ্টি করছে। বিজিএমইএ সভাপতি বলেন, রপ্তানিমুখী শিল্পকে টিকিয়ে রাখতে সরকারের নীতি সহায়তা প্রয়োজন। নগদ প্রণোদনা অব্যাহত রাখা, (27, 496, 345, 617)
rent-article (27, 621, 345, 1045)
section-label-somoy: সময় (83, 61, 114, 81)
lead-subheadline: ব্যবসা সম্প্রসারণে শক্তিশালী ভিত্তি তৈরির আশা (50, 162, 238, 174)
lead-headline: জার্মানিতে বস্ত্র প্রযুক্তিমেলায় বাংলাদেশের অংশগ্রহণ (46, 85, 242, 161)
rajbari-article-body: (শেষ পৃষ্ঠার পর) চিকিৎসা নিতে আসছেন রোগীরা। রাজবাড়ী সদর উপজেলাসহ বিভিন্ন এলাকায় ডায়রিয়া ও শ্বাসকষ্টজনিত রোগের প্রকোপ বেড়েছে। হাসপাতালের শয্যা সংকটে মেঝেতে চিকিৎসা নিচ্ছেন অনেকে। চিকিৎসকরা জানান, তীব্র গরমের কারণে শিশু ও বয়স্করা বেশি আক্রান্ত হচ্ছেন। স্বাস্থ্য বিভাগ পরিস্থিতি নিয়ন্ত্রণে প্রস্তুতি নিচ্ছে। চিকিৎসা নিতে আসছেন রোগীরা। রাজবাড়ী সদর উপজেলাসহ বিভিন্ন এলাকায় ডায়রিয়া ও শ্বাসকষ্টজনিত রোগের প্রকোপ বেড়েছে। হাসপাতালের শয্যা সংকটে মেঝেতে চিকিৎসা নিচ্ছেন অনেকে। চিকিৎসকরা জানান, তীব্র গরমের কারণে শিশু ও বয়স্করা বেশি আক্রান্ত হচ্ছেন। স্বাস্থ্য বিভাগ পরিস্থিতি নিয়ন্ত্রণে প্রস্তুতি নিচ্ছে। চিকিৎসা নিতে আসছেন রোগীরা। রাজবাড়ী সদর উপজেলাসহ বিভিন্ন এলাকায় ডায়রিয়া ও শ্বাসকষ্টজনিত রোগের প্রকোপ বেড়েছে। হাসপাতালের শয্যা সংকটে মেঝেতে চিকিৎসা নিচ্ছেন অনেকে। চিকিৎসকরা জানান, তীব্র গরমের কারণে শিশু ও বয়স্করা বেশি আক্রান্ত হচ্ছেন। স্বাস্থ্য বিভাগ পরিস্থিতি নিয়ন্ত্রণে প্রস্তুতি নিচ্ছে। চিকিৎসা নিতে আসছেন রোগীরা। রাজবাড়ী সদর উপজেলাসহ বিভিন্ন এলাকায় ডায়রিয়া ও শ্বাসকষ্টজনিত রোগের প্রকোপ বেড়েছে। হাসপাতালের শয্যা সংকটে মেঝেতে চিকিৎসা নিচ্ছেন অনেকে। চিকিৎসকরা জানান, তীব্র গরমের কারণে শিশু ও বয়স্করা বেশি আক্রান্ত হচ্ছেন। স্বাস্থ্য বিভাগ পরিস্থিতি নিয়ন্ত্রণে প্রস্তুতি নিচ্ছে। চিকিৎসা নিতে আসছেন রোগীরা। রাজবাড়ী সদর উপজেলাসহ বিভিন্ন এলাকায় ডায়রিয়া ও শ্বাসকষ্টজনিত রোগের প্রকোপ বেড়েছে। হাসপাতালের শয্যা সংকটে মেঝেতে চিকিৎসা নিচ্ছেন অনেকে। চিকিৎসকরা জানান, তীব্র গরমের কারণে শিশু ও বয়স্করা বেশি আক্রান্ত হচ্ছেন। স্বাস্থ্য বিভাগ পরিস্থিতি নিয়ন্ত্রণে প্রস্তুতি নিচ্ছে। চিকিৎসা নিতে আসছেন রোগীরা। রাজবাড়ী সদর উপজেলাসহ বিভিন্ন এলাকায় ডায়রিয়া ও শ্বাসকষ্টজনিত রোগের প্রকোপ বেড়েছে। হাসপাতালের শয্যা সংকটে মেঝেতে চিকিৎসা নিচ্ছেন অনেকে। চিকিৎসকরা জানান, তীব্র গরমের কারণে শিশু ও বয়স্করা বেশি আক্রান্ত হচ্ছেন। স্বাস্থ্য বিভাগ পরিস্থিতি নিয়ন্ত্রণে প্রস্তুতি নিচ্ছে। চিকিৎসা নিতে আসছেন রোগীরা। রাজবাড়ী সদর উপজেলাসহ বিভিন্ন এলাকায় ডায়রিয়া ও শ্বাসকষ্টজনিত রোগের প্রকোপ বেড়েছে। হাসপাতালের শয্যা সংকটে মেঝেতে চিকিৎসা নিচ্ছেন অনেকে। চিকিৎসকরা জানান, তীব্র গরমের কারণে শিশু ও বয়স্করা বেশি আক্রান্ত (355, 855, 510, 1044)
photo-person (549, 337, 559, 371)
cost-article-body: (শেষ পৃষ্ঠার পর) ৩৪ হাজার কোটি টাকা। আন্তর্জাতিক বিশ্লেষণ অনুযায়ী, সরকারি মেট্রোরেলের ব্যয় সাধারণত উন্নত বা এশিয়ার দেশের তুলনায় কয়েক গুণ বেশি হতে পারে। সময়ক্ষেপণে প্রকল্প ব্যয় বাড়ছে। ঢাকা এমআরটি লাইন-১ এর মোট দৈর্ঘ্য ৩১ কিলোমিটার, যার মধ্যে পাতাল অংশ রয়েছে। প্রকল্পের কাজ দ্রুত শেষ না হলে ব্যয় আরও বাড়বে বলে মনে করেন বিশেষজ্ঞরা। ৩৪ হাজার কোটি টাকা। আন্তর্জাতিক বিশ্লেষণ অনুযায়ী, সরকারি মেট্রোরেলের ব্যয় সাধারণত উন্নত বা এশিয়ার দেশের তুলনায় কয়েক গুণ বেশি হতে পারে। সময়ক্ষেপণে প্রকল্প ব্যয় বাড়ছে। ঢাকা এমআরটি লাইন-১ এর মোট দৈর্ঘ্য ৩১ কিলোমিটার, যার মধ্যে পাতাল অংশ রয়েছে। প্রকল্পের কাজ দ্রুত শেষ না হলে ব্যয় আরও বাড়বে বলে মনে করেন বিশেষজ্ঞরা। ৩৪ হাজার কোটি টাকা। আন্তর্জাতিক বিশ্লেষণ অনুযায়ী, সরকারি মেট্রোরেলের ব্যয় সাধারণত উন্নত বা এশিয়ার দেশের তুলনায় কয়েক গুণ বেশি হতে পারে। সময়ক্ষেপণে প্রকল্প ব্যয় বাড়ছে। ঢাকা এমআরটি লাইন-১ এর মোট দৈর্ঘ্য ৩১ কিলোমিটার, যার (355, 77, 428, 237)
photo-person (565, 461, 575, 485)
photo-person (575, 576, 585, 638)
day-of-week: সোমবার (502, 25, 522, 32)
photo-mercantile-workshop (518, 413, 678, 494)
karnaphuli-kicker: কর্ণফুলী ইন্স্যুরেন্স (449, 61, 498, 69)
sales-conference-banner: SALES CONFERENCE 2026 (631, 904, 675, 932)
photo-banner (559, 63, 641, 81)
cost-headline: সময় বাড়লে খরচ (355, 63, 428, 75)
byline: (শেষ পৃষ্ঠার পর) (27, 496, 73, 505)
newspaper-logo: আমাদেরসময় (465, 8, 522, 21)
battalion-sign: ব্যাটালিয়ন সদর কুষ্টিয়া ব্যাটালিয়ন (৪৭ বিজিবি) (559, 202, 637, 238)
karnaphuli-article-body: কর্ণফুলী ইন্স্যুরেন্সের ২০২৫ সালের জন্য শেয়ারহোল্ডারদের ১০ শতাংশ নগদ লভ্যাংশ ঘোষণা করেছে। প্রতিষ্ঠানটির পরিচালনা পর্ষদের সভায় এ সিদ্ধান্ত নেওয়া হয়। আলোচ্য সময়ে কোম্পানির শেয়ারপ্রতি আয় হয়েছে ১ টাকা ১৫ পয়সা। আগামী জুলাই মাসে বার্ষিক সাধারণ সভা অনুষ্ঠিত হবে। বিজ্ঞপ্তি কর্ণফুলী ইন্স্যুরেন্সের ২০২৫ সালের জন্য শেয়ারহোল্ডারদের ১০ শতাংশ নগদ লভ্যাংশ ঘোষণা করেছে। প্রতিষ্ঠানটির পরিচালনা পর্ষদের সভায় এ সিদ্ধান্ত নেওয়া হয়। আলোচ্য সময়ে কোম্পানির শেয়ারপ্রতি আয় হয়েছে ১ টাকা ১৫ পয়সা। আগামী জুলাই মাসে বার্ষিক সাধারণ সভা অনুষ্ঠিত হবে। বিজ্ঞপ্তি কর্ণফুলী ইন্স্যুরেন্সের ২০২৫ সালের জন্য শেয়ারহোল্ডারদের ১০ শতাংশ নগদ লভ্যাংশ ঘোষণা করেছে। প্রতিষ্ঠানটির পরিচালনা পর্ষদের সভায় এ সিদ্ধান্ত নেওয়া হয়। (437, 109, 510, 238)
leak-article (355, 240, 510, 349)
photo-janata-bank-meeting (518, 285, 678, 380)
swiss-headline: সম্ভাবনাময় খাতে সুইস বিনিয়োগ বাড়ানোর আহ্বান বাণিজ্যমন্ত্রীর (29, 289, 97, 332)
photo-person (629, 337, 639, 371)
byline: (শেষ পৃষ্ঠার পর) (355, 77, 401, 86)
